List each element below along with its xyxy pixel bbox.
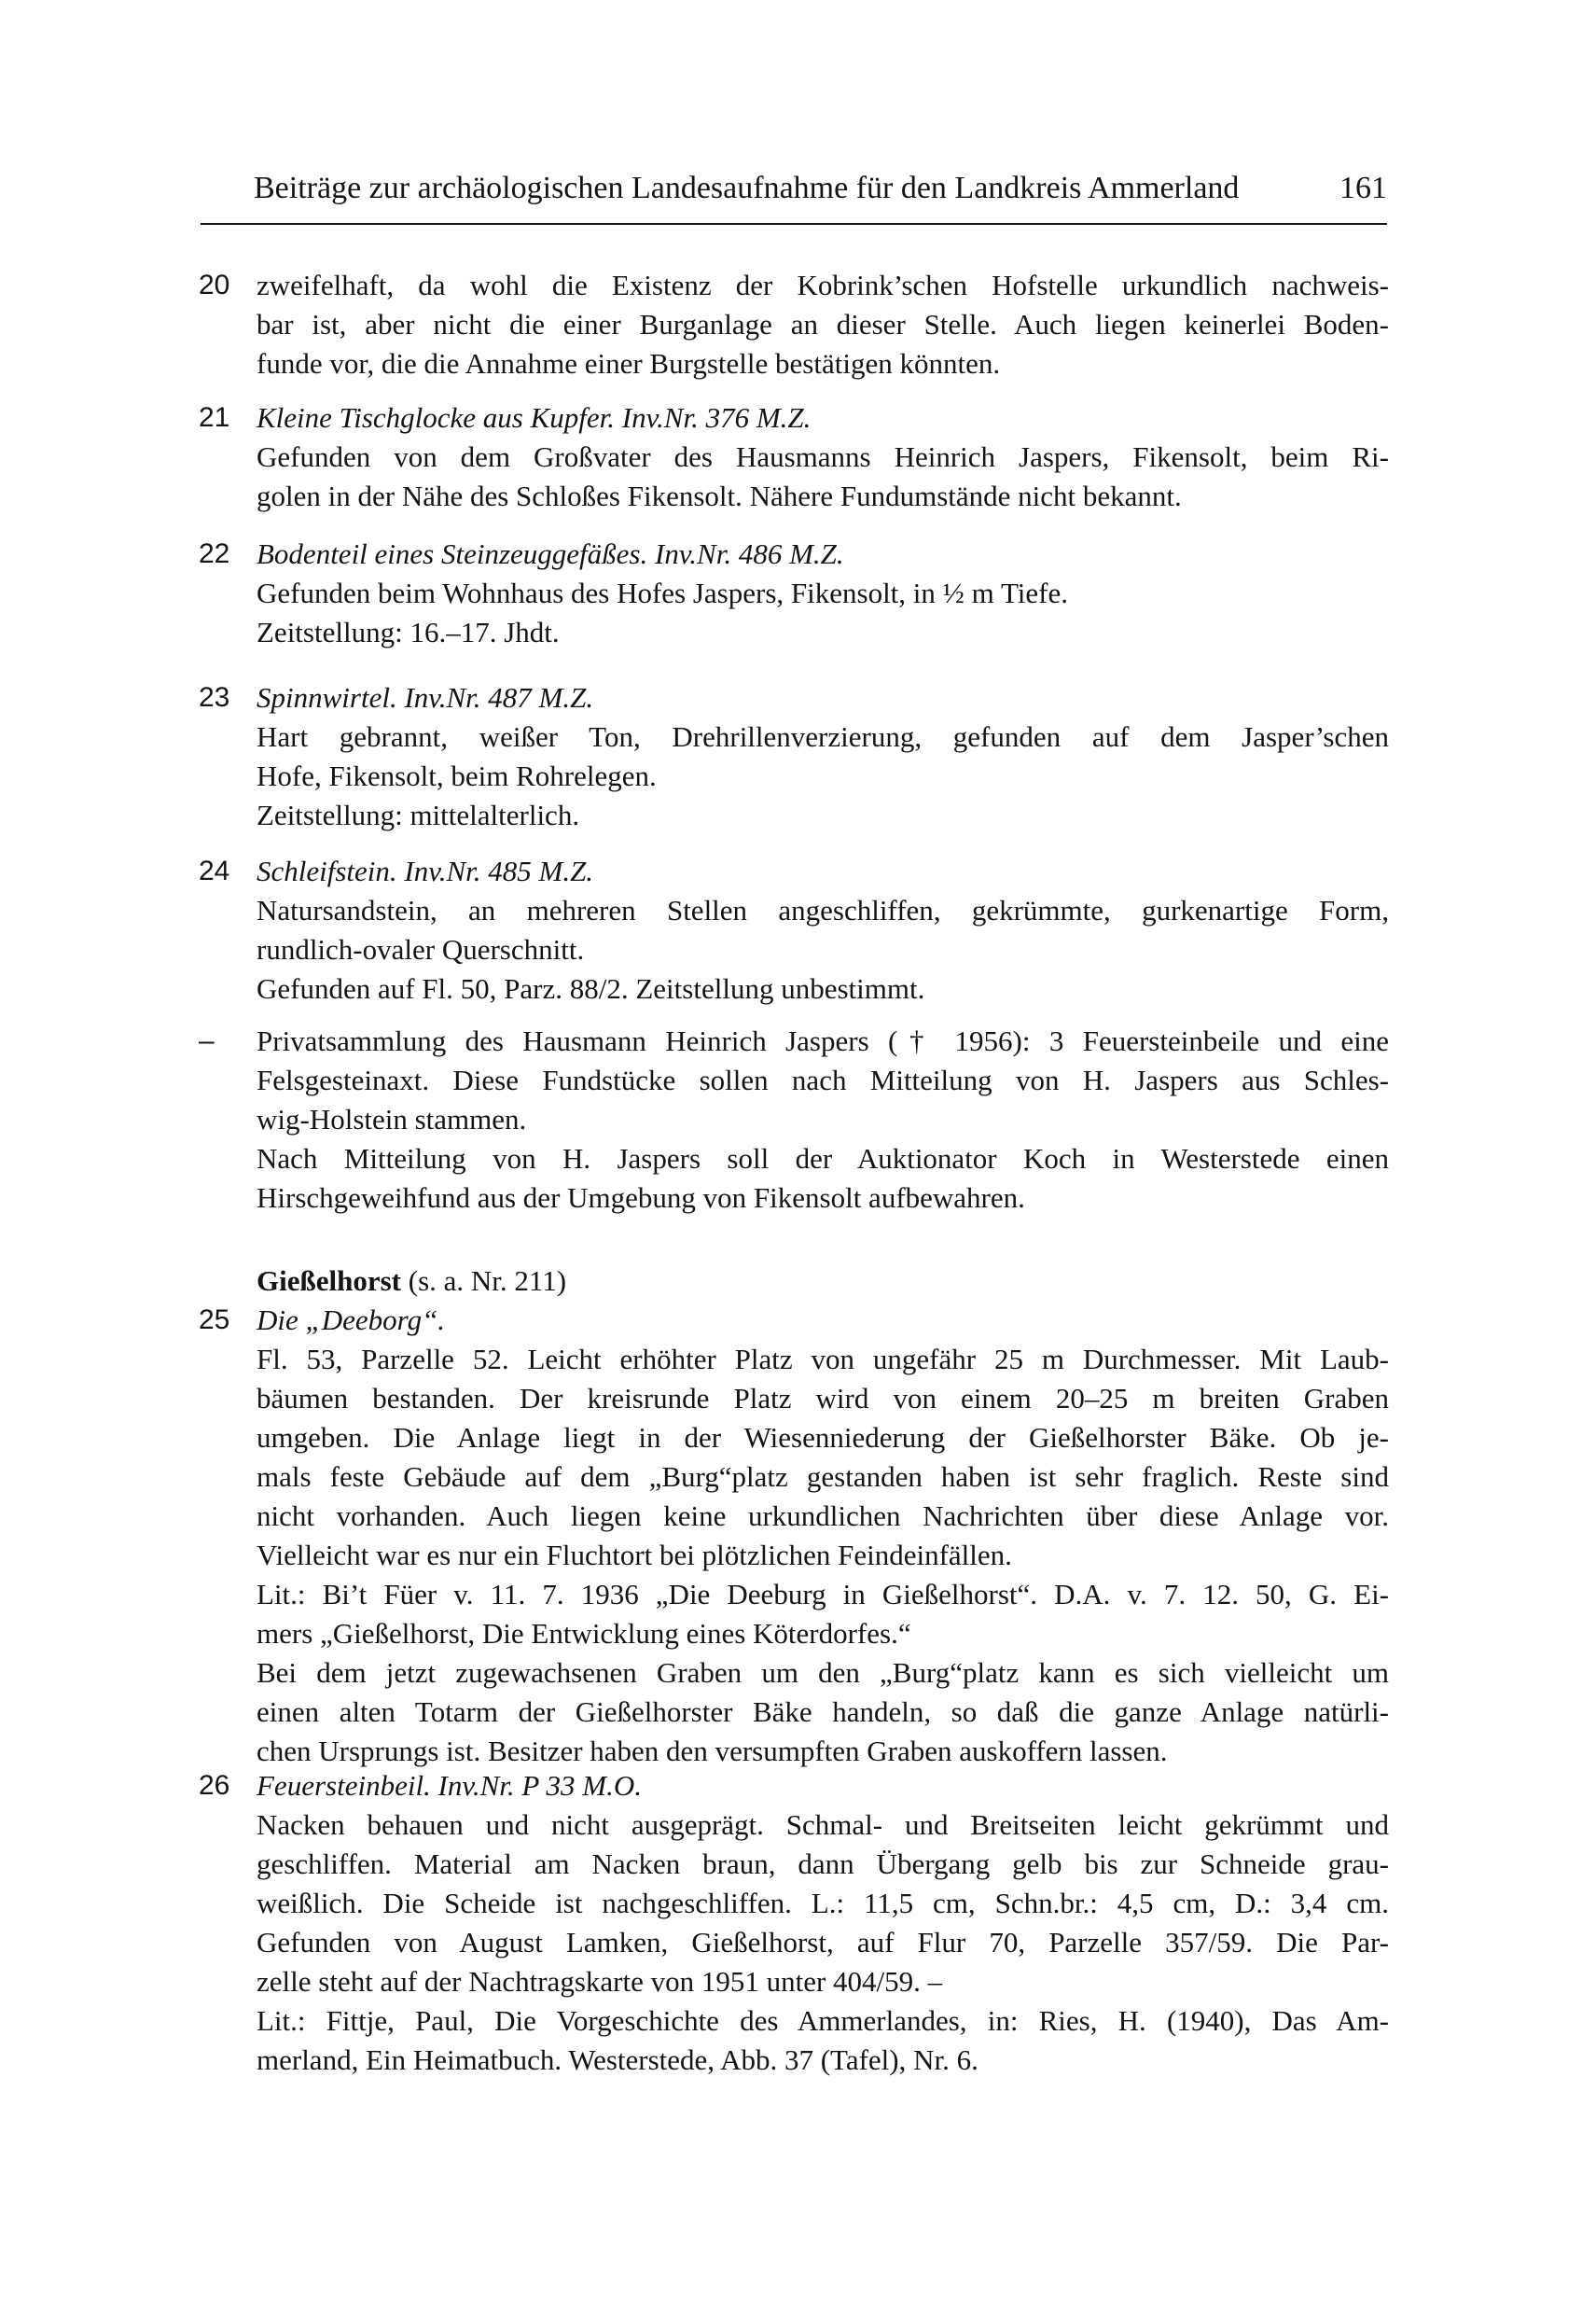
text-line: nicht vorhanden. Auch liegen keine urkundlichen Nachrichten über diese Anlage vor. [257,1499,1389,1532]
text-line: Zeitstellung: 16.–17. Jhdt. [257,616,560,648]
text-line: bar ist, aber nicht die einer Burganlage an dieser Stelle. Auch liegen keinerlei Boden- [257,308,1389,341]
text-line: Nach Mitteilung von H. Jaspers soll der Auktionator Koch in Westerstede einen [257,1142,1389,1175]
entry-heading: Feuersteinbeil. Inv.Nr. P 33 M.O. [257,1769,642,1802]
text-line: einen alten Totarm der Gießelhorster Bäke handeln, so daß die ganze Anlage natürli- [257,1695,1389,1728]
text-line: Hofe, Fikensolt, beim Rohrelegen. [257,760,657,792]
text-line: chen Ursprungs ist. Besitzer haben den versumpften Graben auskoffern lassen. [257,1735,1168,1767]
section-heading [257,1262,1096,1301]
text-line: Gefunden beim Wohnhaus des Hofes Jaspers, Fikensolt, in ½ m Tiefe. [257,577,1069,609]
text-line: mers „Gießelhorst, Die Entwicklung eines Köterdorfes.“ [257,1617,911,1650]
section-place: Gießelhorst [257,1264,401,1297]
entry-heading: Spinnwirtel. Inv.Nr. 487 M.Z. [257,681,594,714]
text-line: Vielleicht war es nur ein Fluchtort bei plötzlichen Feindeinfällen. [257,1539,1012,1571]
text-line: Nacken behauen und nicht ausgeprägt. Schmal- und Breitseiten leicht gekrümmt und [257,1808,1389,1841]
text-line: Privatsammlung des Hausmann Heinrich Jaspers († 1956): 3 Feuersteinbeile und eine [257,1025,1389,1057]
entry-number: 26 [199,1770,230,1801]
text-line: zweifelhaft, da wohl die Existenz der Kobrink’schen Hofstelle urkundlich nachweis- [257,269,1389,301]
entry-body [257,852,1389,1009]
entry-number: 25 [199,1304,230,1335]
text-line: weißlich. Die Scheide ist nachgeschliffen. L.: 11,5 cm, Schn.br.: 4,5 cm, D.: 3,4 cm. [257,1887,1389,1919]
entry-heading: Bodenteil eines Steinzeuggefäßes. Inv.Nr. 486 M.Z. [257,537,844,570]
text-line: umgeben. Die Anlage liegt in der Wiesenniederung der Gießelhorster Bäke. Ob je- [257,1421,1389,1454]
text-line: merland, Ein Heimatbuch. Westerstede, Abb. 37 (Tafel), Nr. 6. [257,2043,978,2076]
header-rule [201,223,1387,225]
entry-number: 24 [199,856,230,886]
text-line: Natursandstein, an mehreren Stellen angeschliffen, gekrümmte, gurkenartige Form, [257,894,1389,927]
entry-number: 22 [199,538,230,569]
section-reference: (s. a. Nr. 211) [408,1264,567,1297]
entry-body [257,535,1389,652]
text-line: mals feste Gebäude auf dem „Burg“platz gestanden haben ist sehr fraglich. Reste sind [257,1460,1389,1493]
entry-number: 20 [199,270,230,300]
text-line: Bei dem jetzt zugewachsenen Graben um den „Burg“platz kann es sich vielleicht um [257,1656,1389,1689]
text-line: Hart gebrannt, weißer Ton, Drehrillenverzierung, gefunden auf dem Jasper’schen [257,720,1389,753]
text-line: Hirschgeweihfund aus der Umgebung von Fikensolt aufbewahren. [257,1181,1025,1214]
entry-dash: – [199,1025,215,1056]
text-line: golen in der Nähe des Schloßes Fikensolt. Nähere Fundumstände nicht bekannt. [257,480,1182,512]
text-line: wig-Holstein stammen. [257,1103,527,1136]
text-line: zelle steht auf der Nachtragskarte von 1951 unter 404/59. – [257,1965,943,1998]
text-line: rundlich-ovaler Querschnitt. [257,933,585,966]
text-line: Gefunden auf Fl. 50, Parz. 88/2. Zeitstellung unbestimmt. [257,972,925,1005]
text-line: Fl. 53, Parzelle 52. Leicht erhöhter Platz von ungefähr 25 m Durchmesser. Mit Laub- [257,1343,1389,1375]
text-line: Lit.: Fittje, Paul, Die Vorgeschichte des Ammerlandes, in: Ries, H. (1940), Das Am- [257,2004,1389,2037]
text-line: funde vor, die die Annahme einer Burgstelle bestätigen könnten. [257,347,1001,380]
text-line: geschliffen. Material am Nacken braun, dann Übergang gelb bis zur Schneide grau- [257,1847,1389,1880]
entry-heading: Die „Deeborg“. [257,1303,446,1336]
text-line: Gefunden von August Lamken, Gießelhorst, auf Flur 70, Parzelle 357/59. Die Par- [257,1926,1389,1959]
running-header-title: Beiträge zur archäologischen Landesaufnahme für den Landkreis Ammerland [254,171,1240,205]
text-line: Gefunden von dem Großvater des Hausmanns Heinrich Jaspers, Fikensolt, beim Ri- [257,440,1389,473]
text-line: Lit.: Bi’t Füer v. 11. 7. 1936 „Die Deeburg in Gießelhorst“. D.A. v. 7. 12. 50, G. Ei- [257,1578,1389,1610]
entry-number: 23 [199,682,230,713]
entry-body [257,678,1389,835]
text-line: bäumen bestanden. Der kreisrunde Platz wird von einem 20–25 m breiten Graben [257,1382,1389,1415]
entry-body [257,1766,1389,2080]
text-line: Zeitstellung: mittelalterlich. [257,799,580,831]
entry-body [257,266,1389,383]
entry-heading: Kleine Tischglocke aus Kupfer. Inv.Nr. 376 M.Z. [257,401,812,434]
entry-number: 21 [199,402,230,433]
entry-heading: Schleifstein. Inv.Nr. 485 M.Z. [257,855,594,887]
text-line: Felsgesteinaxt. Diese Fundstücke sollen nach Mitteilung von H. Jaspers aus Schles- [257,1064,1389,1096]
page-number: 161 [1339,171,1387,205]
entry-body [257,398,1389,516]
entry-body [257,1301,1389,1771]
entry-body [257,1022,1389,1218]
